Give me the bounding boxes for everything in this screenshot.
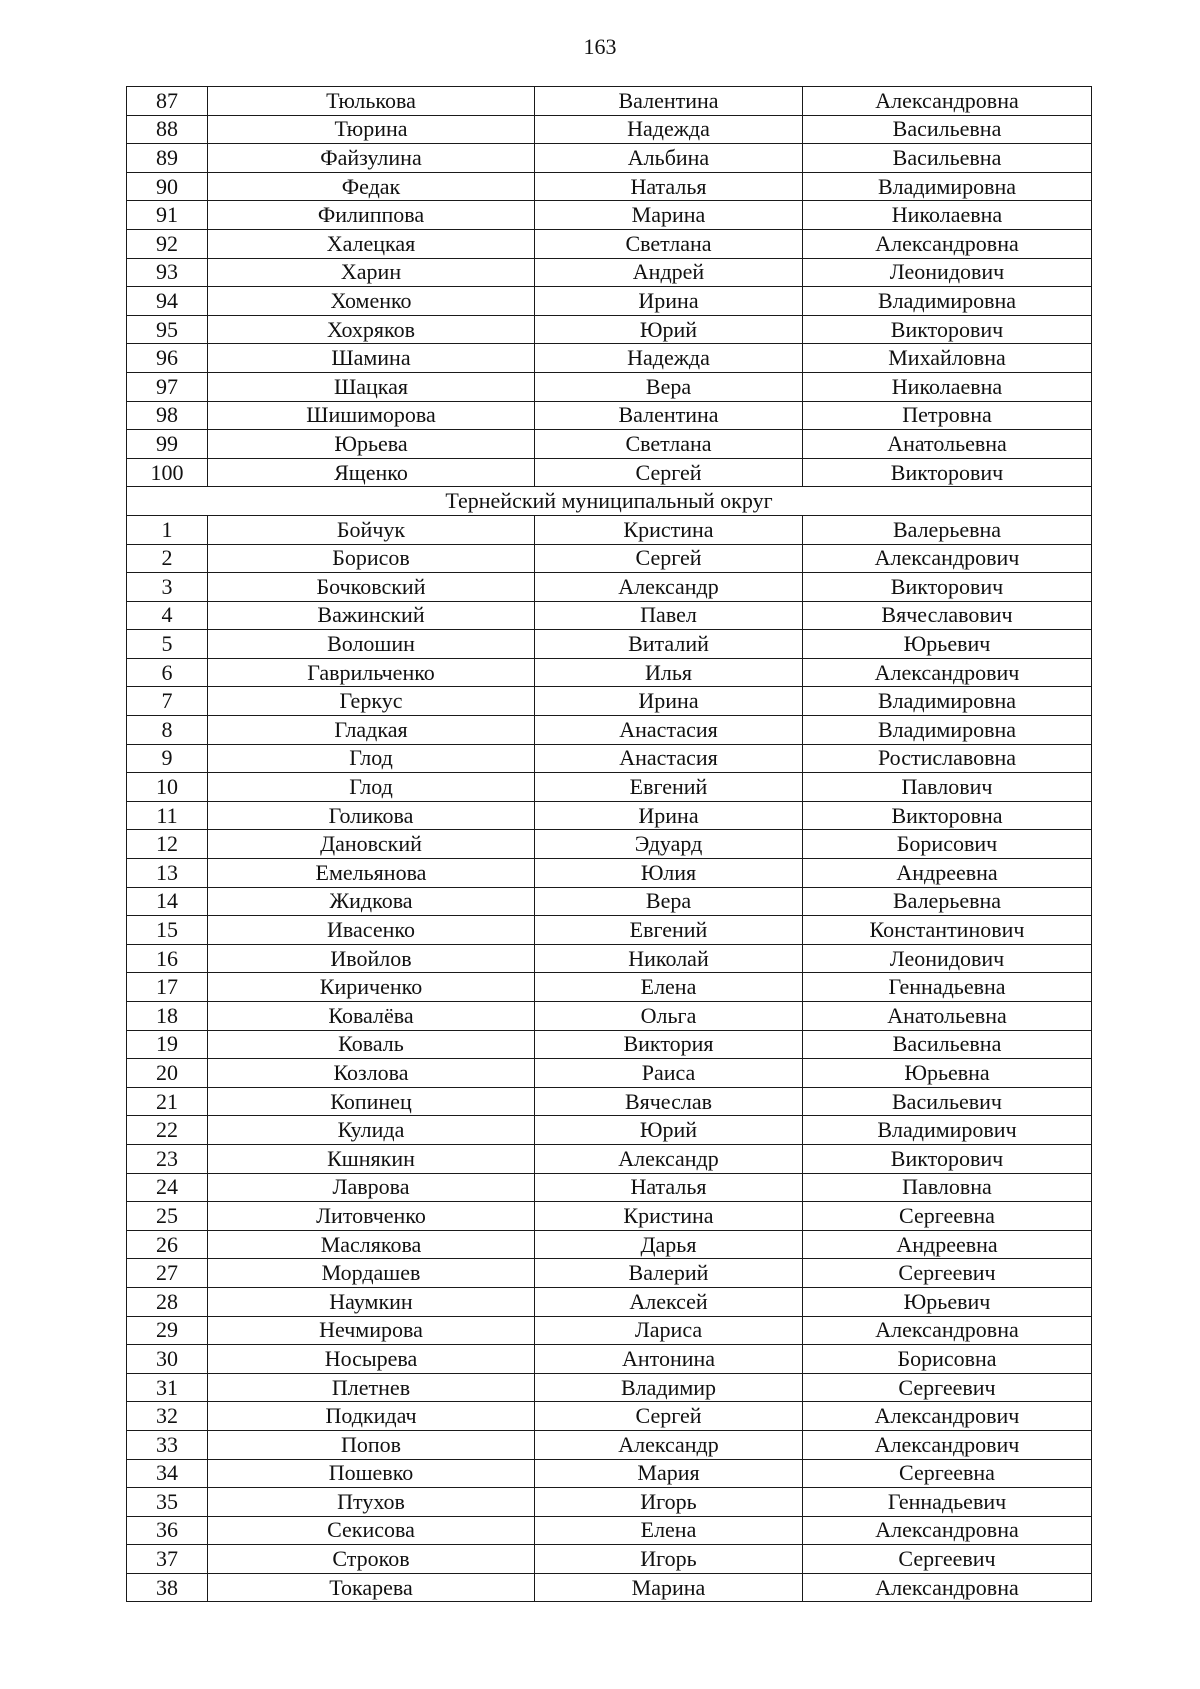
patronymic-cell: Владимировна	[803, 716, 1092, 745]
first-name-cell: Ирина	[535, 287, 803, 316]
last-name-cell: Глод	[208, 773, 535, 802]
row-number-cell: 14	[127, 887, 208, 916]
last-name-cell: Кулида	[208, 1116, 535, 1145]
last-name-cell: Федак	[208, 172, 535, 201]
last-name-cell: Тюлькова	[208, 87, 535, 116]
patronymic-cell: Александрович	[803, 1430, 1092, 1459]
table-row	[127, 973, 1092, 1002]
section-header-row	[127, 487, 1092, 516]
row-number-cell: 5	[127, 630, 208, 659]
first-name-cell: Светлана	[535, 430, 803, 459]
last-name-cell: Шамина	[208, 344, 535, 373]
table-row	[127, 1287, 1092, 1316]
row-number-cell: 21	[127, 1087, 208, 1116]
row-number-cell: 22	[127, 1116, 208, 1145]
first-name-cell: Елена	[535, 1516, 803, 1545]
table-row	[127, 315, 1092, 344]
last-name-cell: Ковалёва	[208, 1002, 535, 1031]
row-number-cell: 94	[127, 287, 208, 316]
first-name-cell: Марина	[535, 201, 803, 230]
patronymic-cell: Васильевна	[803, 1030, 1092, 1059]
row-number-cell: 88	[127, 115, 208, 144]
last-name-cell: Дановский	[208, 830, 535, 859]
row-number-cell: 36	[127, 1516, 208, 1545]
row-number-cell: 30	[127, 1345, 208, 1374]
table-row	[127, 630, 1092, 659]
last-name-cell: Ященко	[208, 458, 535, 487]
row-number-cell: 24	[127, 1173, 208, 1202]
table-row	[127, 430, 1092, 459]
first-name-cell: Илья	[535, 658, 803, 687]
table-row	[127, 658, 1092, 687]
table-row	[127, 887, 1092, 916]
table-row	[127, 1259, 1092, 1288]
first-name-cell: Антонина	[535, 1345, 803, 1374]
first-name-cell: Анастасия	[535, 716, 803, 745]
table-row	[127, 458, 1092, 487]
last-name-cell: Филиппова	[208, 201, 535, 230]
row-number-cell: 4	[127, 601, 208, 630]
row-number-cell: 13	[127, 859, 208, 888]
last-name-cell: Козлова	[208, 1059, 535, 1088]
patronymic-cell: Владимировна	[803, 687, 1092, 716]
table-row	[127, 1144, 1092, 1173]
patronymic-cell: Сергеевич	[803, 1373, 1092, 1402]
row-number-cell: 33	[127, 1430, 208, 1459]
last-name-cell: Хоменко	[208, 287, 535, 316]
last-name-cell: Маслякова	[208, 1230, 535, 1259]
first-name-cell: Вера	[535, 372, 803, 401]
roster-body	[127, 87, 1092, 1602]
row-number-cell: 23	[127, 1144, 208, 1173]
first-name-cell: Виктория	[535, 1030, 803, 1059]
row-number-cell: 31	[127, 1373, 208, 1402]
table-row	[127, 859, 1092, 888]
patronymic-cell: Михайловна	[803, 344, 1092, 373]
table-row	[127, 172, 1092, 201]
last-name-cell: Литовченко	[208, 1202, 535, 1231]
row-number-cell: 3	[127, 573, 208, 602]
last-name-cell: Коваль	[208, 1030, 535, 1059]
row-number-cell: 18	[127, 1002, 208, 1031]
patronymic-cell: Викторович	[803, 1144, 1092, 1173]
row-number-cell: 37	[127, 1545, 208, 1574]
last-name-cell: Хохряков	[208, 315, 535, 344]
row-number-cell: 8	[127, 716, 208, 745]
table-row	[127, 773, 1092, 802]
last-name-cell: Жидкова	[208, 887, 535, 916]
patronymic-cell: Сергеевна	[803, 1459, 1092, 1488]
table-row	[127, 344, 1092, 373]
table-row	[127, 916, 1092, 945]
row-number-cell: 17	[127, 973, 208, 1002]
last-name-cell: Носырева	[208, 1345, 535, 1374]
patronymic-cell: Юрьевна	[803, 1059, 1092, 1088]
last-name-cell: Геркус	[208, 687, 535, 716]
first-name-cell: Владимир	[535, 1373, 803, 1402]
table-row	[127, 1316, 1092, 1345]
last-name-cell: Шишиморова	[208, 401, 535, 430]
first-name-cell: Ольга	[535, 1002, 803, 1031]
page-number: 163	[583, 34, 617, 59]
row-number-cell: 6	[127, 658, 208, 687]
table-row	[127, 1059, 1092, 1088]
last-name-cell: Голикова	[208, 801, 535, 830]
table-row	[127, 1402, 1092, 1431]
patronymic-cell: Александровна	[803, 1573, 1092, 1602]
row-number-cell: 10	[127, 773, 208, 802]
last-name-cell: Тюрина	[208, 115, 535, 144]
table-row	[127, 687, 1092, 716]
patronymic-cell: Васильевна	[803, 144, 1092, 173]
first-name-cell: Павел	[535, 601, 803, 630]
row-number-cell: 38	[127, 1573, 208, 1602]
patronymic-cell: Викторович	[803, 573, 1092, 602]
first-name-cell: Елена	[535, 973, 803, 1002]
patronymic-cell: Павловна	[803, 1173, 1092, 1202]
first-name-cell: Валентина	[535, 87, 803, 116]
patronymic-cell: Владимирович	[803, 1116, 1092, 1145]
first-name-cell: Ирина	[535, 687, 803, 716]
table-row	[127, 801, 1092, 830]
patronymic-cell: Александрович	[803, 658, 1092, 687]
last-name-cell: Важинский	[208, 601, 535, 630]
row-number-cell: 25	[127, 1202, 208, 1231]
table-row	[127, 515, 1092, 544]
patronymic-cell: Леонидович	[803, 944, 1092, 973]
first-name-cell: Валерий	[535, 1259, 803, 1288]
table-row	[127, 201, 1092, 230]
last-name-cell: Кириченко	[208, 973, 535, 1002]
roster-table	[126, 86, 1092, 1602]
last-name-cell: Юрьева	[208, 430, 535, 459]
first-name-cell: Виталий	[535, 630, 803, 659]
table-row	[127, 716, 1092, 745]
first-name-cell: Александр	[535, 1144, 803, 1173]
row-number-cell: 35	[127, 1488, 208, 1517]
first-name-cell: Надежда	[535, 115, 803, 144]
table-row	[127, 287, 1092, 316]
row-number-cell: 93	[127, 258, 208, 287]
table-row	[127, 1002, 1092, 1031]
patronymic-cell: Анатольевна	[803, 1002, 1092, 1031]
row-number-cell: 99	[127, 430, 208, 459]
table-row	[127, 1430, 1092, 1459]
table-row	[127, 229, 1092, 258]
patronymic-cell: Юрьевич	[803, 630, 1092, 659]
patronymic-cell: Владимировна	[803, 287, 1092, 316]
table-row	[127, 1545, 1092, 1574]
table-row	[127, 115, 1092, 144]
table-row	[127, 372, 1092, 401]
first-name-cell: Мария	[535, 1459, 803, 1488]
table-row	[127, 1573, 1092, 1602]
first-name-cell: Наталья	[535, 172, 803, 201]
row-number-cell: 100	[127, 458, 208, 487]
row-number-cell: 1	[127, 515, 208, 544]
table-row	[127, 1173, 1092, 1202]
last-name-cell: Плетнев	[208, 1373, 535, 1402]
row-number-cell: 96	[127, 344, 208, 373]
last-name-cell: Глод	[208, 744, 535, 773]
first-name-cell: Сергей	[535, 544, 803, 573]
table-row	[127, 544, 1092, 573]
last-name-cell: Файзулина	[208, 144, 535, 173]
last-name-cell: Мордашев	[208, 1259, 535, 1288]
first-name-cell: Вера	[535, 887, 803, 916]
patronymic-cell: Геннадьевна	[803, 973, 1092, 1002]
table-row	[127, 1516, 1092, 1545]
first-name-cell: Марина	[535, 1573, 803, 1602]
first-name-cell: Андрей	[535, 258, 803, 287]
patronymic-cell: Юрьевич	[803, 1287, 1092, 1316]
first-name-cell: Евгений	[535, 916, 803, 945]
row-number-cell: 90	[127, 172, 208, 201]
row-number-cell: 15	[127, 916, 208, 945]
table-row	[127, 1488, 1092, 1517]
table-row	[127, 258, 1092, 287]
first-name-cell: Кристина	[535, 1202, 803, 1231]
patronymic-cell: Викторович	[803, 458, 1092, 487]
last-name-cell: Харин	[208, 258, 535, 287]
first-name-cell: Надежда	[535, 344, 803, 373]
first-name-cell: Игорь	[535, 1488, 803, 1517]
last-name-cell: Пошевко	[208, 1459, 535, 1488]
row-number-cell: 97	[127, 372, 208, 401]
last-name-cell: Бойчук	[208, 515, 535, 544]
row-number-cell: 89	[127, 144, 208, 173]
last-name-cell: Попов	[208, 1430, 535, 1459]
patronymic-cell: Валерьевна	[803, 887, 1092, 916]
last-name-cell: Ивасенко	[208, 916, 535, 945]
last-name-cell: Копинец	[208, 1087, 535, 1116]
table-row	[127, 1345, 1092, 1374]
patronymic-cell: Сергеевич	[803, 1545, 1092, 1574]
table-row	[127, 1202, 1092, 1231]
patronymic-cell: Вячеславович	[803, 601, 1092, 630]
row-number-cell: 28	[127, 1287, 208, 1316]
last-name-cell: Подкидач	[208, 1402, 535, 1431]
last-name-cell: Бочковский	[208, 573, 535, 602]
first-name-cell: Юрий	[535, 315, 803, 344]
row-number-cell: 87	[127, 87, 208, 116]
table-row	[127, 1030, 1092, 1059]
first-name-cell: Эдуард	[535, 830, 803, 859]
last-name-cell: Халецкая	[208, 229, 535, 258]
patronymic-cell: Александровна	[803, 87, 1092, 116]
first-name-cell: Светлана	[535, 229, 803, 258]
row-number-cell: 95	[127, 315, 208, 344]
row-number-cell: 91	[127, 201, 208, 230]
patronymic-cell: Ростиславовна	[803, 744, 1092, 773]
patronymic-cell: Анатольевна	[803, 430, 1092, 459]
last-name-cell: Шацкая	[208, 372, 535, 401]
table-row	[127, 830, 1092, 859]
first-name-cell: Наталья	[535, 1173, 803, 1202]
patronymic-cell: Андреевна	[803, 1230, 1092, 1259]
first-name-cell: Лариса	[535, 1316, 803, 1345]
first-name-cell: Александр	[535, 1430, 803, 1459]
first-name-cell: Сергей	[535, 1402, 803, 1431]
last-name-cell: Гладкая	[208, 716, 535, 745]
first-name-cell: Раиса	[535, 1059, 803, 1088]
table-row	[127, 401, 1092, 430]
section-header: Тернейский муниципальный округ	[127, 487, 1092, 516]
first-name-cell: Альбина	[535, 144, 803, 173]
patronymic-cell: Николаевна	[803, 372, 1092, 401]
patronymic-cell: Борисовна	[803, 1345, 1092, 1374]
first-name-cell: Александр	[535, 573, 803, 602]
table-row	[127, 1087, 1092, 1116]
patronymic-cell: Геннадьевич	[803, 1488, 1092, 1517]
row-number-cell: 32	[127, 1402, 208, 1431]
last-name-cell: Кшнякин	[208, 1144, 535, 1173]
patronymic-cell: Васильевич	[803, 1087, 1092, 1116]
first-name-cell: Николай	[535, 944, 803, 973]
row-number-cell: 26	[127, 1230, 208, 1259]
row-number-cell: 92	[127, 229, 208, 258]
first-name-cell: Евгений	[535, 773, 803, 802]
table-row	[127, 1230, 1092, 1259]
patronymic-cell: Сергеевна	[803, 1202, 1092, 1231]
first-name-cell: Ирина	[535, 801, 803, 830]
last-name-cell: Гаврильченко	[208, 658, 535, 687]
first-name-cell: Игорь	[535, 1545, 803, 1574]
patronymic-cell: Константинович	[803, 916, 1092, 945]
first-name-cell: Юлия	[535, 859, 803, 888]
patronymic-cell: Александровна	[803, 1516, 1092, 1545]
row-number-cell: 16	[127, 944, 208, 973]
last-name-cell: Волошин	[208, 630, 535, 659]
last-name-cell: Строков	[208, 1545, 535, 1574]
table-row	[127, 944, 1092, 973]
patronymic-cell: Александрович	[803, 1402, 1092, 1431]
table-row	[127, 1116, 1092, 1145]
patronymic-cell: Александровна	[803, 229, 1092, 258]
row-number-cell: 9	[127, 744, 208, 773]
last-name-cell: Нечмирова	[208, 1316, 535, 1345]
last-name-cell: Ивойлов	[208, 944, 535, 973]
patronymic-cell: Андреевна	[803, 859, 1092, 888]
last-name-cell: Лаврова	[208, 1173, 535, 1202]
row-number-cell: 27	[127, 1259, 208, 1288]
row-number-cell: 7	[127, 687, 208, 716]
table-row	[127, 87, 1092, 116]
patronymic-cell: Николаевна	[803, 201, 1092, 230]
last-name-cell: Токарева	[208, 1573, 535, 1602]
first-name-cell: Дарья	[535, 1230, 803, 1259]
first-name-cell: Алексей	[535, 1287, 803, 1316]
row-number-cell: 11	[127, 801, 208, 830]
table-row	[127, 1373, 1092, 1402]
last-name-cell: Секисова	[208, 1516, 535, 1545]
row-number-cell: 20	[127, 1059, 208, 1088]
first-name-cell: Сергей	[535, 458, 803, 487]
patronymic-cell: Леонидович	[803, 258, 1092, 287]
patronymic-cell: Петровна	[803, 401, 1092, 430]
patronymic-cell: Владимировна	[803, 172, 1092, 201]
first-name-cell: Юрий	[535, 1116, 803, 1145]
patronymic-cell: Васильевна	[803, 115, 1092, 144]
row-number-cell: 12	[127, 830, 208, 859]
patronymic-cell: Викторовна	[803, 801, 1092, 830]
patronymic-cell: Александровна	[803, 1316, 1092, 1345]
row-number-cell: 19	[127, 1030, 208, 1059]
patronymic-cell: Викторович	[803, 315, 1092, 344]
row-number-cell: 29	[127, 1316, 208, 1345]
patronymic-cell: Валерьевна	[803, 515, 1092, 544]
first-name-cell: Анастасия	[535, 744, 803, 773]
first-name-cell: Кристина	[535, 515, 803, 544]
table-row	[127, 573, 1092, 602]
row-number-cell: 34	[127, 1459, 208, 1488]
first-name-cell: Вячеслав	[535, 1087, 803, 1116]
first-name-cell: Валентина	[535, 401, 803, 430]
last-name-cell: Борисов	[208, 544, 535, 573]
patronymic-cell: Александрович	[803, 544, 1092, 573]
last-name-cell: Наумкин	[208, 1287, 535, 1316]
patronymic-cell: Борисович	[803, 830, 1092, 859]
patronymic-cell: Павлович	[803, 773, 1092, 802]
row-number-cell: 2	[127, 544, 208, 573]
row-number-cell: 98	[127, 401, 208, 430]
last-name-cell: Птухов	[208, 1488, 535, 1517]
table-row	[127, 601, 1092, 630]
table-row	[127, 1459, 1092, 1488]
last-name-cell: Емельянова	[208, 859, 535, 888]
table-row	[127, 144, 1092, 173]
patronymic-cell: Сергеевич	[803, 1259, 1092, 1288]
table-row	[127, 744, 1092, 773]
